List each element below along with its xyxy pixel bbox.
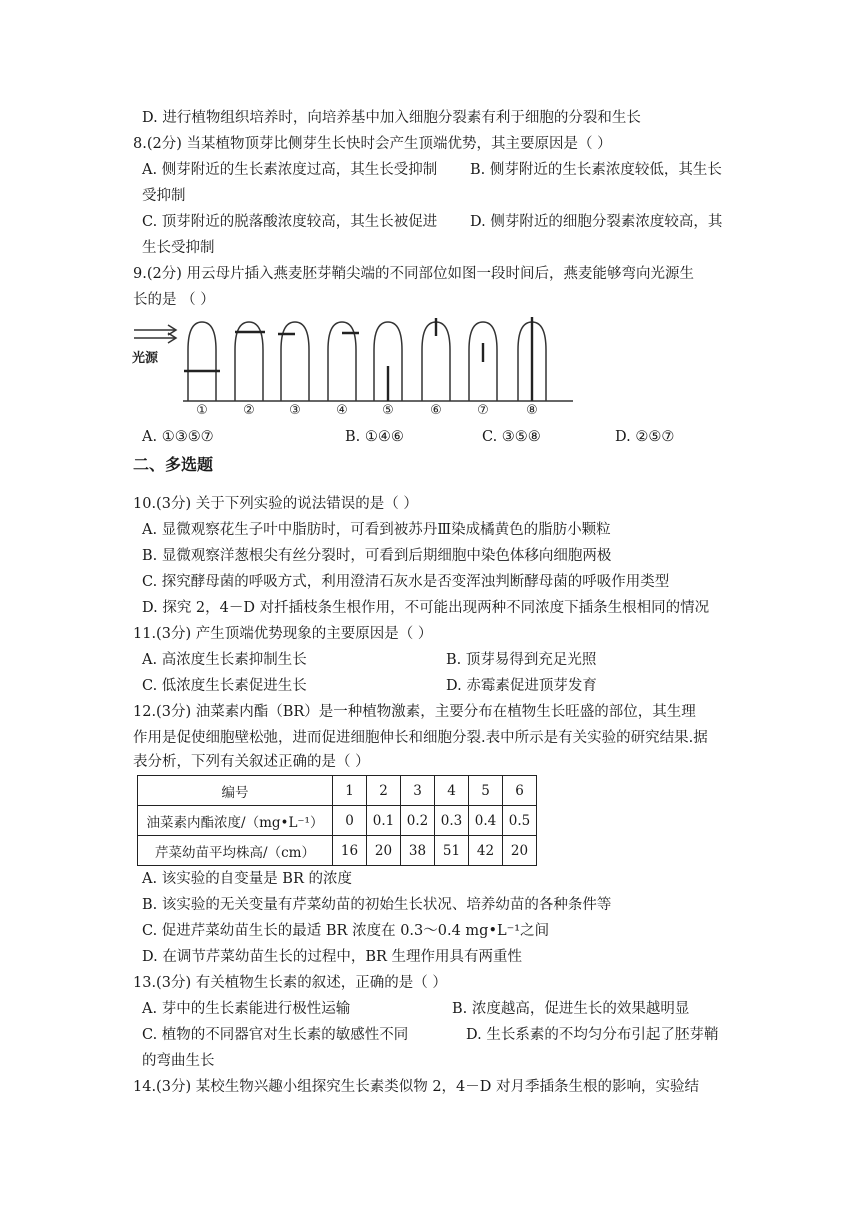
figure-number-6: ⑥ [430, 403, 442, 416]
q11-option-b: B. 顶芽易得到充足光照 [446, 652, 597, 668]
light-source-label: 光源 [132, 351, 159, 366]
cell-concentration-4: 0.3 [435, 806, 469, 836]
cell-height-2: 20 [367, 836, 401, 866]
q13-option-b: B. 浓度越高，促进生长的效果越明显 [452, 1001, 690, 1017]
q13-option-c: C. 植物的不同器官对生长素的敏感性不同 [142, 1027, 409, 1043]
q8-option-b-line2: 受抑制 [142, 188, 186, 204]
q10-option-a: A. 显微观察花生子叶中脂肪时，可看到被苏丹Ⅲ染成橘黄色的脂肪小颗粒 [142, 522, 611, 538]
q10-option-c: C. 探究酵母菌的呼吸方式，利用澄清石灰水是否变浑浊判断酵母菌的呼吸作用类型 [142, 574, 670, 590]
q10-option-d: D. 探究 2，4－D 对扦插枝条生根作用，不可能出现两种不同浓度下插条生根相同的情况 [142, 600, 710, 616]
q13-option-d-line1: D. 生长系素的不均匀分布引起了胚芽鞘 [466, 1027, 719, 1043]
q8-option-a: A. 侧芽附近的生长素浓度过高，其生长受抑制 [142, 162, 438, 178]
cell-concentration-2: 0.1 [367, 806, 401, 836]
q9-stem-line1: 9.(2分) 用云母片插入燕麦胚芽鞘尖端的不同部位如图一段时间后，燕麦能够弯向光源生 [133, 266, 694, 282]
q11-stem: 11.(3分) 产生顶端优势现象的主要原因是（ ） [133, 626, 433, 642]
q8-option-d-line1: D. 侧芽附近的细胞分裂素浓度较高，其 [470, 214, 723, 230]
q10-option-b: B. 显微观察洋葱根尖有丝分裂时，可看到后期细胞中染色体移向细胞两极 [142, 548, 612, 564]
figure-number-1: ① [196, 403, 208, 416]
cell-concentration-1: 0 [333, 806, 367, 836]
q12-stem-line1: 12.(3分) 油菜素内酯（BR）是一种植物激素，主要分布在植物生长旺盛的部位，其生理 [133, 704, 696, 720]
q13-stem: 13.(3分) 有关植物生长素的叙述，正确的是（ ） [133, 975, 447, 991]
cell-height-3: 38 [401, 836, 435, 866]
cell-height-1: 16 [333, 836, 367, 866]
q10-stem: 10.(3分) 关于下列实验的说法错误的是（ ） [133, 496, 418, 512]
q12-option-c: C. 促进芹菜幼苗生长的最适 BR 浓度在 0.3～0.4 mg•L⁻¹之间 [142, 923, 550, 939]
coleoptile-figure [128, 316, 578, 420]
cell-height-4: 51 [435, 836, 469, 866]
cell-height-6: 20 [503, 836, 537, 866]
cell-concentration-6: 0.5 [503, 806, 537, 836]
q12-option-a: A. 该实验的自变量是 BR 的浓度 [142, 871, 352, 887]
q13-option-a: A. 芽中的生长素能进行极性运输 [142, 1001, 351, 1017]
q9-option-b: B. ①④⑥ [345, 429, 404, 445]
cell-id-2: 2 [367, 776, 401, 806]
coleoptile-2 [235, 322, 263, 401]
q7-option-d: D. 进行植物组织培养时，向培养基中加入细胞分裂素有利于细胞的分裂和生长 [142, 110, 641, 126]
coleoptile-1 [188, 322, 216, 401]
cell-concentration-5: 0.4 [469, 806, 503, 836]
q8-option-d-line2: 生长受抑制 [142, 240, 215, 256]
section-heading-multiple-choice: 二、多选题 [133, 455, 214, 474]
cell-id-5: 5 [469, 776, 503, 806]
figure-number-3: ③ [289, 403, 301, 416]
table-row-height [138, 836, 537, 866]
figure-number-7: ⑦ [477, 403, 489, 416]
q9-option-c: C. ③⑤⑧ [482, 429, 541, 445]
q8-option-c: C. 顶芽附近的脱落酸浓度较高，其生长被促进 [142, 214, 438, 230]
table-row-id [138, 776, 537, 806]
table-row-concentration [138, 806, 537, 836]
cell-id-3: 3 [401, 776, 435, 806]
row-label-id: 编号 [138, 776, 333, 806]
q14-stem: 14.(3分) 某校生物兴趣小组探究生长素类似物 2，4－D 对月季插条生根的影响，实验结 [133, 1079, 699, 1095]
row-label-concentration: 油菜素内酯浓度/（mg•L⁻¹） [138, 806, 333, 836]
row-label-height: 芹菜幼苗平均株高/（cm） [138, 836, 333, 866]
figure-number-8: ⑧ [526, 403, 538, 416]
q13-option-d-line2: 的弯曲生长 [142, 1053, 215, 1069]
cell-id-4: 4 [435, 776, 469, 806]
q8-option-b-line1: B. 侧芽附近的生长素浓度较低，其生长 [470, 162, 722, 178]
figure-number-2: ② [243, 403, 255, 416]
q11-option-c: C. 低浓度生长素促进生长 [142, 678, 307, 694]
q9-stem-line2: 长的是 （ ） [133, 292, 215, 308]
q9-option-d: D. ②⑤⑦ [615, 429, 675, 445]
q12-stem-line3: 表分析，下列有关叙述正确的是（ ） [133, 754, 370, 770]
figure-number-4: ④ [336, 403, 348, 416]
cell-id-6: 6 [503, 776, 537, 806]
q8-stem: 8.(2分) 当某植物顶芽比侧芽生长快时会产生顶端优势，其主要原因是（ ） [133, 136, 612, 152]
figure-number-5: ⑤ [382, 403, 394, 416]
q9-option-a: A. ①③⑤⑦ [142, 429, 214, 445]
q12-option-d: D. 在调节芹菜幼苗生长的过程中，BR 生理作用具有两重性 [142, 949, 523, 965]
q11-option-d: D. 赤霉素促进顶芽发育 [446, 678, 597, 694]
cell-id-1: 1 [333, 776, 367, 806]
cell-concentration-3: 0.2 [401, 806, 435, 836]
q12-option-b: B. 该实验的无关变量有芹菜幼苗的初始生长状况、培养幼苗的各种条件等 [142, 897, 612, 913]
q11-option-a: A. 高浓度生长素抑制生长 [142, 652, 307, 668]
br-experiment-table [137, 775, 537, 866]
q12-stem-line2: 作用是促使细胞壁松弛，进而促进细胞伸长和细胞分裂.表中所示是有关实验的研究结果.据 [133, 730, 708, 746]
cell-height-5: 42 [469, 836, 503, 866]
